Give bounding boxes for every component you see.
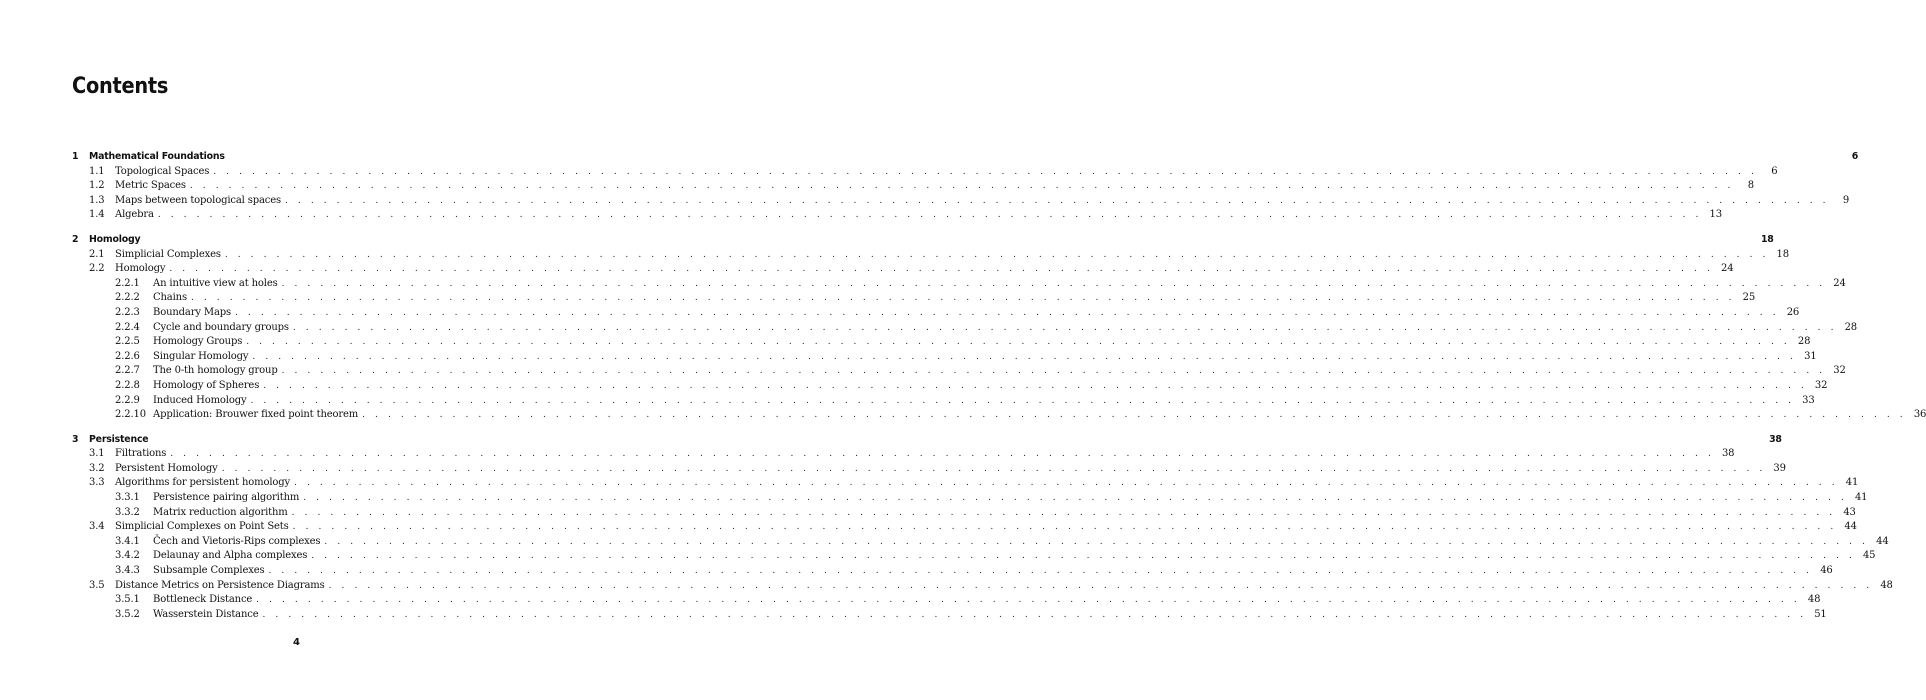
entry-number: 2.2.6 — [115, 350, 140, 362]
entry-page-number: 33 — [1802, 394, 1815, 406]
entry-number: 2.2.8 — [115, 379, 140, 391]
entry-number: 3.3 — [89, 477, 105, 489]
entry-title: Delaunay and Alpha complexes — [153, 550, 308, 562]
entry-page-number: 18 — [1760, 233, 1774, 245]
entry-number: 3.4.3 — [115, 565, 140, 577]
entry-page-number: 28 — [1797, 336, 1811, 348]
dot-leader: . . . . . . . . . . . . . . . . . . . . . . . . . . . . . . . . . . . . . . . . . . . . . . . . . . . . . . . . . . . . . . . . . . . . . . . . . . . . . . . . . . . . . . . . . . . . . . . . . . . . . . . . . . . . . . . . . . . . . . . . — [252, 351, 1797, 362]
entry-number: 1 — [72, 151, 79, 162]
dot-leader: . . . . . . . . . . . . . . . . . . . . . . . . . . . . . . . . . . . . . . . . . . . . . . . . . . . . . . . . . . . . . . . . . . . . . . . . . . . . . . . . . . . . . . . . . . . . . . . . . . . . . . . . . . . . . . . . . . . . . . . . — [281, 278, 1826, 289]
entry-number: 3.5.1 — [115, 594, 140, 606]
toc-subsection-row[interactable] — [72, 291, 1756, 306]
toc-section-row[interactable] — [72, 579, 1893, 594]
toc-chapter-row[interactable] — [72, 433, 1782, 448]
toc-subsection-row[interactable] — [72, 564, 1833, 579]
entry-title: Bottleneck Distance — [153, 594, 253, 606]
dot-leader: . . . . . . . . . . . . . . . . . . . . . . . . . . . . . . . . . . . . . . . . . . . . . . . . . . . . . . . . . . . . . . . . . . . . . . . . . . . . . . . . . . . . . . . . . . . . . . . . . . . . . . . . . . . . . . . . . . . . . . . . — [291, 507, 1836, 518]
entry-title: Algebra — [115, 209, 154, 221]
chapter-spacer — [72, 223, 529, 233]
entry-number: 2.2 — [89, 263, 105, 275]
toc-chapter — [72, 150, 1859, 223]
entry-page-number: 39 — [1773, 462, 1786, 474]
entry-page-number: 32 — [1814, 379, 1828, 391]
entry-title: Homology Groups — [153, 336, 243, 348]
dot-leader: . . . . . . . . . . . . . . . . . . . . . . . . . . . . . . . . . . . . . . . . . . . . . . . . . . . . . . . . . . . . . . . . . . . . . . . . . . . . . . . . . . . . . . . . . . . . . . . . . . . . . . . . . . . . . . . . . . . . . . . . — [213, 166, 1758, 177]
dot-leader: . . . . . . . . . . . . . . . . . . . . . . . . . . . . . . . . . . . . . . . . . . . . . . . . . . . . . . . . . . . . . . . . . . . . . . . . . . . . . . . . . . . . . . . . . . . . . . . . . . . . . . . . . . . . . . . . . . . . . . . . — [284, 195, 1830, 206]
chapter-spacer — [72, 423, 529, 433]
entry-page-number: 48 — [1880, 579, 1893, 591]
entry-page-number: 28 — [1844, 321, 1858, 333]
toc-chapter — [72, 433, 1893, 623]
entry-title: Mathematical Foundations — [89, 151, 225, 162]
dot-leader: . . . . . . . . . . . . . . . . . . . . . . . . . . . . . . . . . . . . . . . . . . . . . . . . . . . . . . . . . . . . . . . . . . . . . . . . . . . . . . . . . . . . . . . . . . . . . . . . . . . . . . . . . . . . . . . . . . . . . . . . — [221, 463, 1766, 474]
entry-title: Simplicial Complexes — [115, 248, 221, 260]
entry-title: Cycle and boundary groups — [153, 321, 289, 333]
entry-number: 3.3.2 — [115, 506, 140, 518]
entry-number: 3.3.1 — [115, 492, 140, 504]
toc-section-row[interactable] — [72, 447, 1735, 462]
entry-number: 2.2.5 — [115, 336, 140, 348]
entry-number: 2.2.3 — [115, 306, 140, 318]
entry-number: 3.1 — [89, 448, 105, 460]
entry-page-number: 6 — [1771, 165, 1778, 177]
entry-page-number: 43 — [1843, 506, 1856, 518]
toc-subsection-row[interactable] — [72, 379, 1828, 394]
entry-page-number: 32 — [1833, 365, 1846, 377]
toc-subsection-row[interactable] — [72, 335, 1811, 350]
entry-page-number: 51 — [1814, 608, 1827, 620]
entry-title: The 0-th homology group — [153, 365, 278, 377]
entry-title: Homology — [89, 233, 141, 245]
toc-section-row[interactable] — [72, 476, 1859, 491]
entry-page-number: 41 — [1845, 477, 1859, 489]
entry-title: Distance Metrics on Persistence Diagrams — [115, 579, 325, 591]
entry-number: 2.1 — [89, 248, 105, 260]
entry-title: Filtrations — [115, 448, 167, 460]
entry-title: Homology — [115, 263, 166, 275]
entry-number: 2.2.9 — [115, 394, 140, 406]
toc-section-row[interactable] — [72, 248, 1789, 263]
entry-title: Metric Spaces — [115, 180, 186, 192]
dot-leader: . . . . . . . . . . . . . . . . . . . . . . . . . . . . . . . . . . . . . . . . . . . . . . . . . . . . . . . . . . . . . . . . . . . . . . . . . . . . . . . . . . . . . . . . . . . . . . . . . . . . . . . . . . . . . . . . . . . . . . . . — [224, 249, 1769, 260]
toc-subsection-row[interactable] — [72, 593, 1821, 608]
entry-title: Singular Homology — [153, 350, 249, 362]
toc-section-row[interactable] — [72, 179, 1754, 194]
toc-chapter-row[interactable] — [72, 233, 1774, 248]
entry-page-number: 38 — [1769, 433, 1782, 445]
entry-title: An intuitive view at holes — [153, 277, 278, 289]
entry-title: Algorithms for persistent homology — [115, 477, 291, 489]
entry-number: 3 — [72, 433, 79, 445]
dot-leader: . . . . . . . . . . . . . . . . . . . . . . . . . . . . . . . . . . . . . . . . . . . . . . . . . . . . . . . . . . . . . . . . . . . . . . . . . . . . . . . . . . . . . . . . . . . . . . . . . . . . . . . . . . . . . . . . . . . . . . . . — [268, 566, 1813, 577]
entry-page-number: 31 — [1804, 350, 1817, 362]
entry-title: Simplicial Complexes on Point Sets — [115, 521, 289, 533]
toc-subsection-row[interactable] — [72, 306, 1800, 321]
entry-number: 3.4 — [89, 521, 105, 533]
dot-leader: . . . . . . . . . . . . . . . . . . . . . . . . . . . . . . . . . . . . . . . . . . . . . . . . . . . . . . . . . . . . . . . . . . . . . . . . . . . . . . . . . . . . . . . . . . . . . . . . . . . . . . . . . . . . . . . . . . . . . . . . — [281, 366, 1826, 377]
entry-page-number: 13 — [1709, 209, 1722, 221]
toc-section-row[interactable] — [72, 462, 1786, 477]
entry-number: 1.4 — [89, 209, 105, 221]
entry-number: 3.5.2 — [115, 608, 140, 620]
entry-page-number: 18 — [1776, 248, 1789, 260]
dot-leader: . . . . . . . . . . . . . . . . . . . . . . . . . . . . . . . . . . . . . . . . . . . . . . . . . . . . . . . . . . . . . . . . . . . . . . . . . . . . . . . . . . . . . . . . . . . . . . . . . . . . . . . . . . . . . . . . . . . . . . . . — [189, 181, 1734, 192]
dot-leader: . . . . . . . . . . . . . . . . . . . . . . . . . . . . . . . . . . . . . . . . . . . . . . . . . . . . . . . . . . . . . . . . . . . . . . . . . . . . . . . . . . . . . . . . . . . . . . . . . . . . . . . . . . . . . . . . . . . . . . . . — [311, 551, 1856, 562]
toc-subsection-row[interactable] — [72, 408, 1926, 423]
entry-number: 1.1 — [89, 165, 105, 177]
entry-title: Chains — [153, 292, 187, 304]
toc-section-row[interactable] — [72, 194, 1850, 209]
dot-leader: . . . . . . . . . . . . . . . . . . . . . . . . . . . . . . . . . . . . . . . . . . . . . . . . . . . . . . . . . . . . . . . . . . . . . . . . . . . . . . . . . . . . . . . . . . . . . . . . . . . . . . . . . . . . . . . . . . . . . . . . — [190, 293, 1736, 304]
entry-number: 3.4.2 — [115, 550, 140, 562]
entry-title: Subsample Complexes — [153, 565, 265, 577]
dot-leader: . . . . . . . . . . . . . . . . . . . . . . . . . . . . . . . . . . . . . . . . . . . . . . . . . . . . . . . . . . . . . . . . . . . . . . . . . . . . . . . . . . . . . . . . . . . . . . . . . . . . . . . . . . . . . . . . . . . . . . . . — [362, 410, 1907, 421]
entry-number: 2.2.1 — [115, 277, 140, 289]
entry-page-number: 48 — [1807, 594, 1821, 606]
toc-subsection-row[interactable] — [72, 608, 1827, 623]
toc-subsection-row[interactable] — [72, 506, 1856, 521]
entry-title: Persistent Homology — [115, 462, 218, 474]
entry-page-number: 46 — [1820, 565, 1833, 577]
entry-page-number: 38 — [1721, 448, 1735, 460]
page-title: Contents — [72, 74, 169, 99]
dot-leader: . . . . . . . . . . . . . . . . . . . . . . . . . . . . . . . . . . . . . . . . . . . . . . . . . . . . . . . . . . . . . . . . . . . . . . . . . . . . . . . . . . . . . . . . . . . . . . . . . . . . . . . . . . . . . . . . . . . . . . . . — [292, 322, 1838, 333]
toc-section-row[interactable] — [72, 520, 1857, 535]
entry-title: Topological Spaces — [115, 165, 210, 177]
toc-subsection-row[interactable] — [72, 350, 1817, 365]
dot-leader: . . . . . . . . . . . . . . . . . . . . . . . . . . . . . . . . . . . . . . . . . . . . . . . . . . . . . . . . . . . . . . . . . . . . . . . . . . . . . . . . . . . . . . . . . . . . . . . . . . . . . . . . . . . . . . . . . . . . . . . . — [256, 595, 1801, 606]
entry-number: 1.2 — [89, 180, 105, 192]
entry-page-number: 26 — [1786, 306, 1800, 318]
toc-subsection-row[interactable] — [72, 549, 1876, 564]
entry-page-number: 45 — [1862, 550, 1876, 562]
table-of-contents — [72, 150, 1926, 622]
dot-leader: . . . . . . . . . . . . . . . . . . . . . . . . . . . . . . . . . . . . . . . . . . . . . . . . . . . . . . . . . . . . . . . . . . . . . . . . . . . . . . . . . . . . . . . . . . . . . . . . . . . . . . . . . . . . . . . . . . . . . . . . — [294, 478, 1839, 489]
dot-leader: . . . . . . . . . . . . . . . . . . . . . . . . . . . . . . . . . . . . . . . . . . . . . . . . . . . . . . . . . . . . . . . . . . . . . . . . . . . . . . . . . . . . . . . . . . . . . . . . . . . . . . . . . . . . . . . . . . . . . . . . — [250, 395, 1795, 406]
entry-title: Homology of Spheres — [153, 379, 260, 391]
toc-section-row[interactable] — [72, 262, 1734, 277]
toc-subsection-row[interactable] — [72, 535, 1889, 550]
toc-subsection-row[interactable] — [72, 491, 1868, 506]
dot-leader: . . . . . . . . . . . . . . . . . . . . . . . . . . . . . . . . . . . . . . . . . . . . . . . . . . . . . . . . . . . . . . . . . . . . . . . . . . . . . . . . . . . . . . . . . . . . . . . . . . . . . . . . . . . . . . . . . . . . . . . . — [328, 580, 1873, 591]
entry-page-number: 44 — [1844, 521, 1857, 533]
dot-leader: . . . . . . . . . . . . . . . . . . . . . . . . . . . . . . . . . . . . . . . . . . . . . . . . . . . . . . . . . . . . . . . . . . . . . . . . . . . . . . . . . . . . . . . . . . . . . . . . . . . . . . . . . . . . . . . . . . . . . . . . — [303, 493, 1848, 504]
dot-leader: . . . . . . . . . . . . . . . . . . . . . . . . . . . . . . . . . . . . . . . . . . . . . . . . . . . . . . . . . . . . . . . . . . . . . . . . . . . . . . . . . . . . . . . . . . . . . . . . . . . . . . . . . . . . . . . . . . . . . . . . — [170, 449, 1715, 460]
entry-title: Maps between topological spaces — [115, 194, 281, 206]
toc-subsection-row[interactable] — [72, 321, 1858, 336]
entry-title: Matrix reduction algorithm — [153, 506, 288, 518]
toc-chapter — [72, 233, 1926, 423]
entry-number: 1.3 — [89, 194, 105, 206]
entry-number: 2.2.10 — [115, 409, 146, 421]
entry-title: Application: Brouwer fixed point theorem — [153, 409, 359, 421]
entry-number: 3.4.1 — [115, 535, 140, 547]
entry-page-number: 24 — [1721, 263, 1734, 275]
toc-subsection-row[interactable] — [72, 394, 1815, 409]
entry-title: Persistence — [89, 433, 149, 445]
dot-leader: . . . . . . . . . . . . . . . . . . . . . . . . . . . . . . . . . . . . . . . . . . . . . . . . . . . . . . . . . . . . . . . . . . . . . . . . . . . . . . . . . . . . . . . . . . . . . . . . . . . . . . . . . . . . . . . . . . . . . . . . — [246, 337, 1791, 348]
dot-leader: . . . . . . . . . . . . . . . . . . . . . . . . . . . . . . . . . . . . . . . . . . . . . . . . . . . . . . . . . . . . . . . . . . . . . . . . . . . . . . . . . . . . . . . . . . . . . . . . . . . . . . . . . . . . . . . . . . . . . . . . — [324, 536, 1869, 547]
dot-leader: . . . . . . . . . . . . . . . . . . . . . . . . . . . . . . . . . . . . . . . . . . . . . . . . . . . . . . . . . . . . . . . . . . . . . . . . . . . . . . . . . . . . . . . . . . . . . . . . . . . . . . . . . . . . . . . . . . . . . . . . — [169, 264, 1714, 275]
entry-page-number: 44 — [1876, 535, 1889, 547]
entry-title: Wasserstein Distance — [153, 608, 259, 620]
entry-page-number: 41 — [1854, 492, 1868, 504]
toc-subsection-row[interactable] — [72, 364, 1846, 379]
entry-number: 2 — [72, 233, 79, 245]
entry-title: Čech and Vietoris-Rips complexes — [153, 535, 321, 547]
toc-section-row[interactable] — [72, 208, 1722, 223]
entry-number: 2.2.7 — [115, 365, 140, 377]
entry-number: 3.5 — [89, 579, 105, 591]
dot-leader: . . . . . . . . . . . . . . . . . . . . . . . . . . . . . . . . . . . . . . . . . . . . . . . . . . . . . . . . . . . . . . . . . . . . . . . . . . . . . . . . . . . . . . . . . . . . . . . . . . . . . . . . . . . . . . . . . . . . . . . . — [263, 380, 1808, 391]
entry-page-number: 9 — [1842, 194, 1850, 206]
entry-title: Boundary Maps — [153, 306, 232, 318]
page-number: 4 — [293, 637, 300, 648]
dot-leader: . . . . . . . . . . . . . . . . . . . . . . . . . . . . . . . . . . . . . . . . . . . . . . . . . . . . . . . . . . . . . . . . . . . . . . . . . . . . . . . . . . . . . . . . . . . . . . . . . . . . . . . . . . . . . . . . . . . . . . . . — [235, 307, 1780, 318]
entry-number: 2.2.2 — [115, 292, 140, 304]
toc-chapter-row[interactable] — [72, 150, 1859, 165]
toc-section-row[interactable] — [72, 165, 1778, 180]
entry-page-number: 25 — [1742, 292, 1756, 304]
dot-leader: . . . . . . . . . . . . . . . . . . . . . . . . . . . . . . . . . . . . . . . . . . . . . . . . . . . . . . . . . . . . . . . . . . . . . . . . . . . . . . . . . . . . . . . . . . . . . . . . . . . . . . . . . . . . . . . . . . . . . . . . — [262, 609, 1807, 620]
dot-leader: . . . . . . . . . . . . . . . . . . . . . . . . . . . . . . . . . . . . . . . . . . . . . . . . . . . . . . . . . . . . . . . . . . . . . . . . . . . . . . . . . . . . . . . . . . . . . . . . . . . . . . . . . . . . . . . . . . . . . . . . — [157, 210, 1702, 221]
entry-page-number: 8 — [1747, 180, 1754, 192]
entry-number: 2.2.4 — [115, 321, 140, 333]
entry-page-number: 24 — [1833, 277, 1846, 289]
dot-leader: . . . . . . . . . . . . . . . . . . . . . . . . . . . . . . . . . . . . . . . . . . . . . . . . . . . . . . . . . . . . . . . . . . . . . . . . . . . . . . . . . . . . . . . . . . . . . . . . . . . . . . . . . . . . . . . . . . . . . . . . — [292, 522, 1837, 533]
entry-title: Induced Homology — [153, 394, 247, 406]
entry-number: 3.2 — [89, 462, 105, 474]
toc-subsection-row[interactable] — [72, 277, 1846, 292]
entry-page-number: 36 — [1913, 409, 1926, 421]
entry-page-number: 6 — [1851, 151, 1859, 162]
entry-title: Persistence pairing algorithm — [153, 492, 300, 504]
